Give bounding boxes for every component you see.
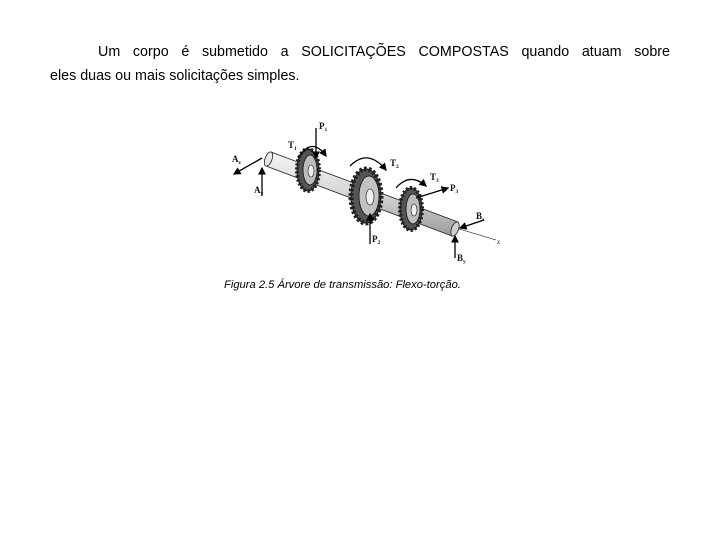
intro-paragraph	[50, 40, 670, 88]
label-p3: $P_3$	[450, 183, 459, 195]
label-t1: $T_1$	[288, 140, 297, 152]
label-t3: $T_3$	[430, 172, 439, 184]
torque-arrow-t2	[350, 158, 386, 170]
paragraph-line-2: eles duas ou mais solicitações simples.	[50, 68, 300, 84]
figure-caption: Figura 2.5 Árvore de transmissão: Flexo-torção.	[224, 279, 461, 291]
x-axis-label: x	[497, 238, 501, 246]
label-bz: $B_z$	[476, 211, 485, 223]
gear-2	[351, 169, 381, 223]
label-ay: $A_y$	[254, 185, 264, 197]
gear-3	[400, 188, 422, 230]
label-t2: $T_2$	[390, 158, 399, 170]
transmission-shaft-drawing	[226, 118, 502, 274]
label-p1: $P_1$	[319, 121, 328, 133]
label-az: $A_z$	[232, 154, 241, 166]
x-axis-line	[456, 228, 496, 240]
transmission-shaft-figure	[226, 118, 502, 274]
force-arrow-bz	[460, 220, 484, 228]
label-by: $B_y$	[457, 253, 466, 265]
force-arrow-p3	[416, 188, 448, 198]
label-p2: $P_2$	[372, 234, 381, 246]
paragraph-line-1: Um corpo é submetido a SOLICITAÇÕES COMPOSTAS quando atuam sobre	[98, 44, 670, 60]
